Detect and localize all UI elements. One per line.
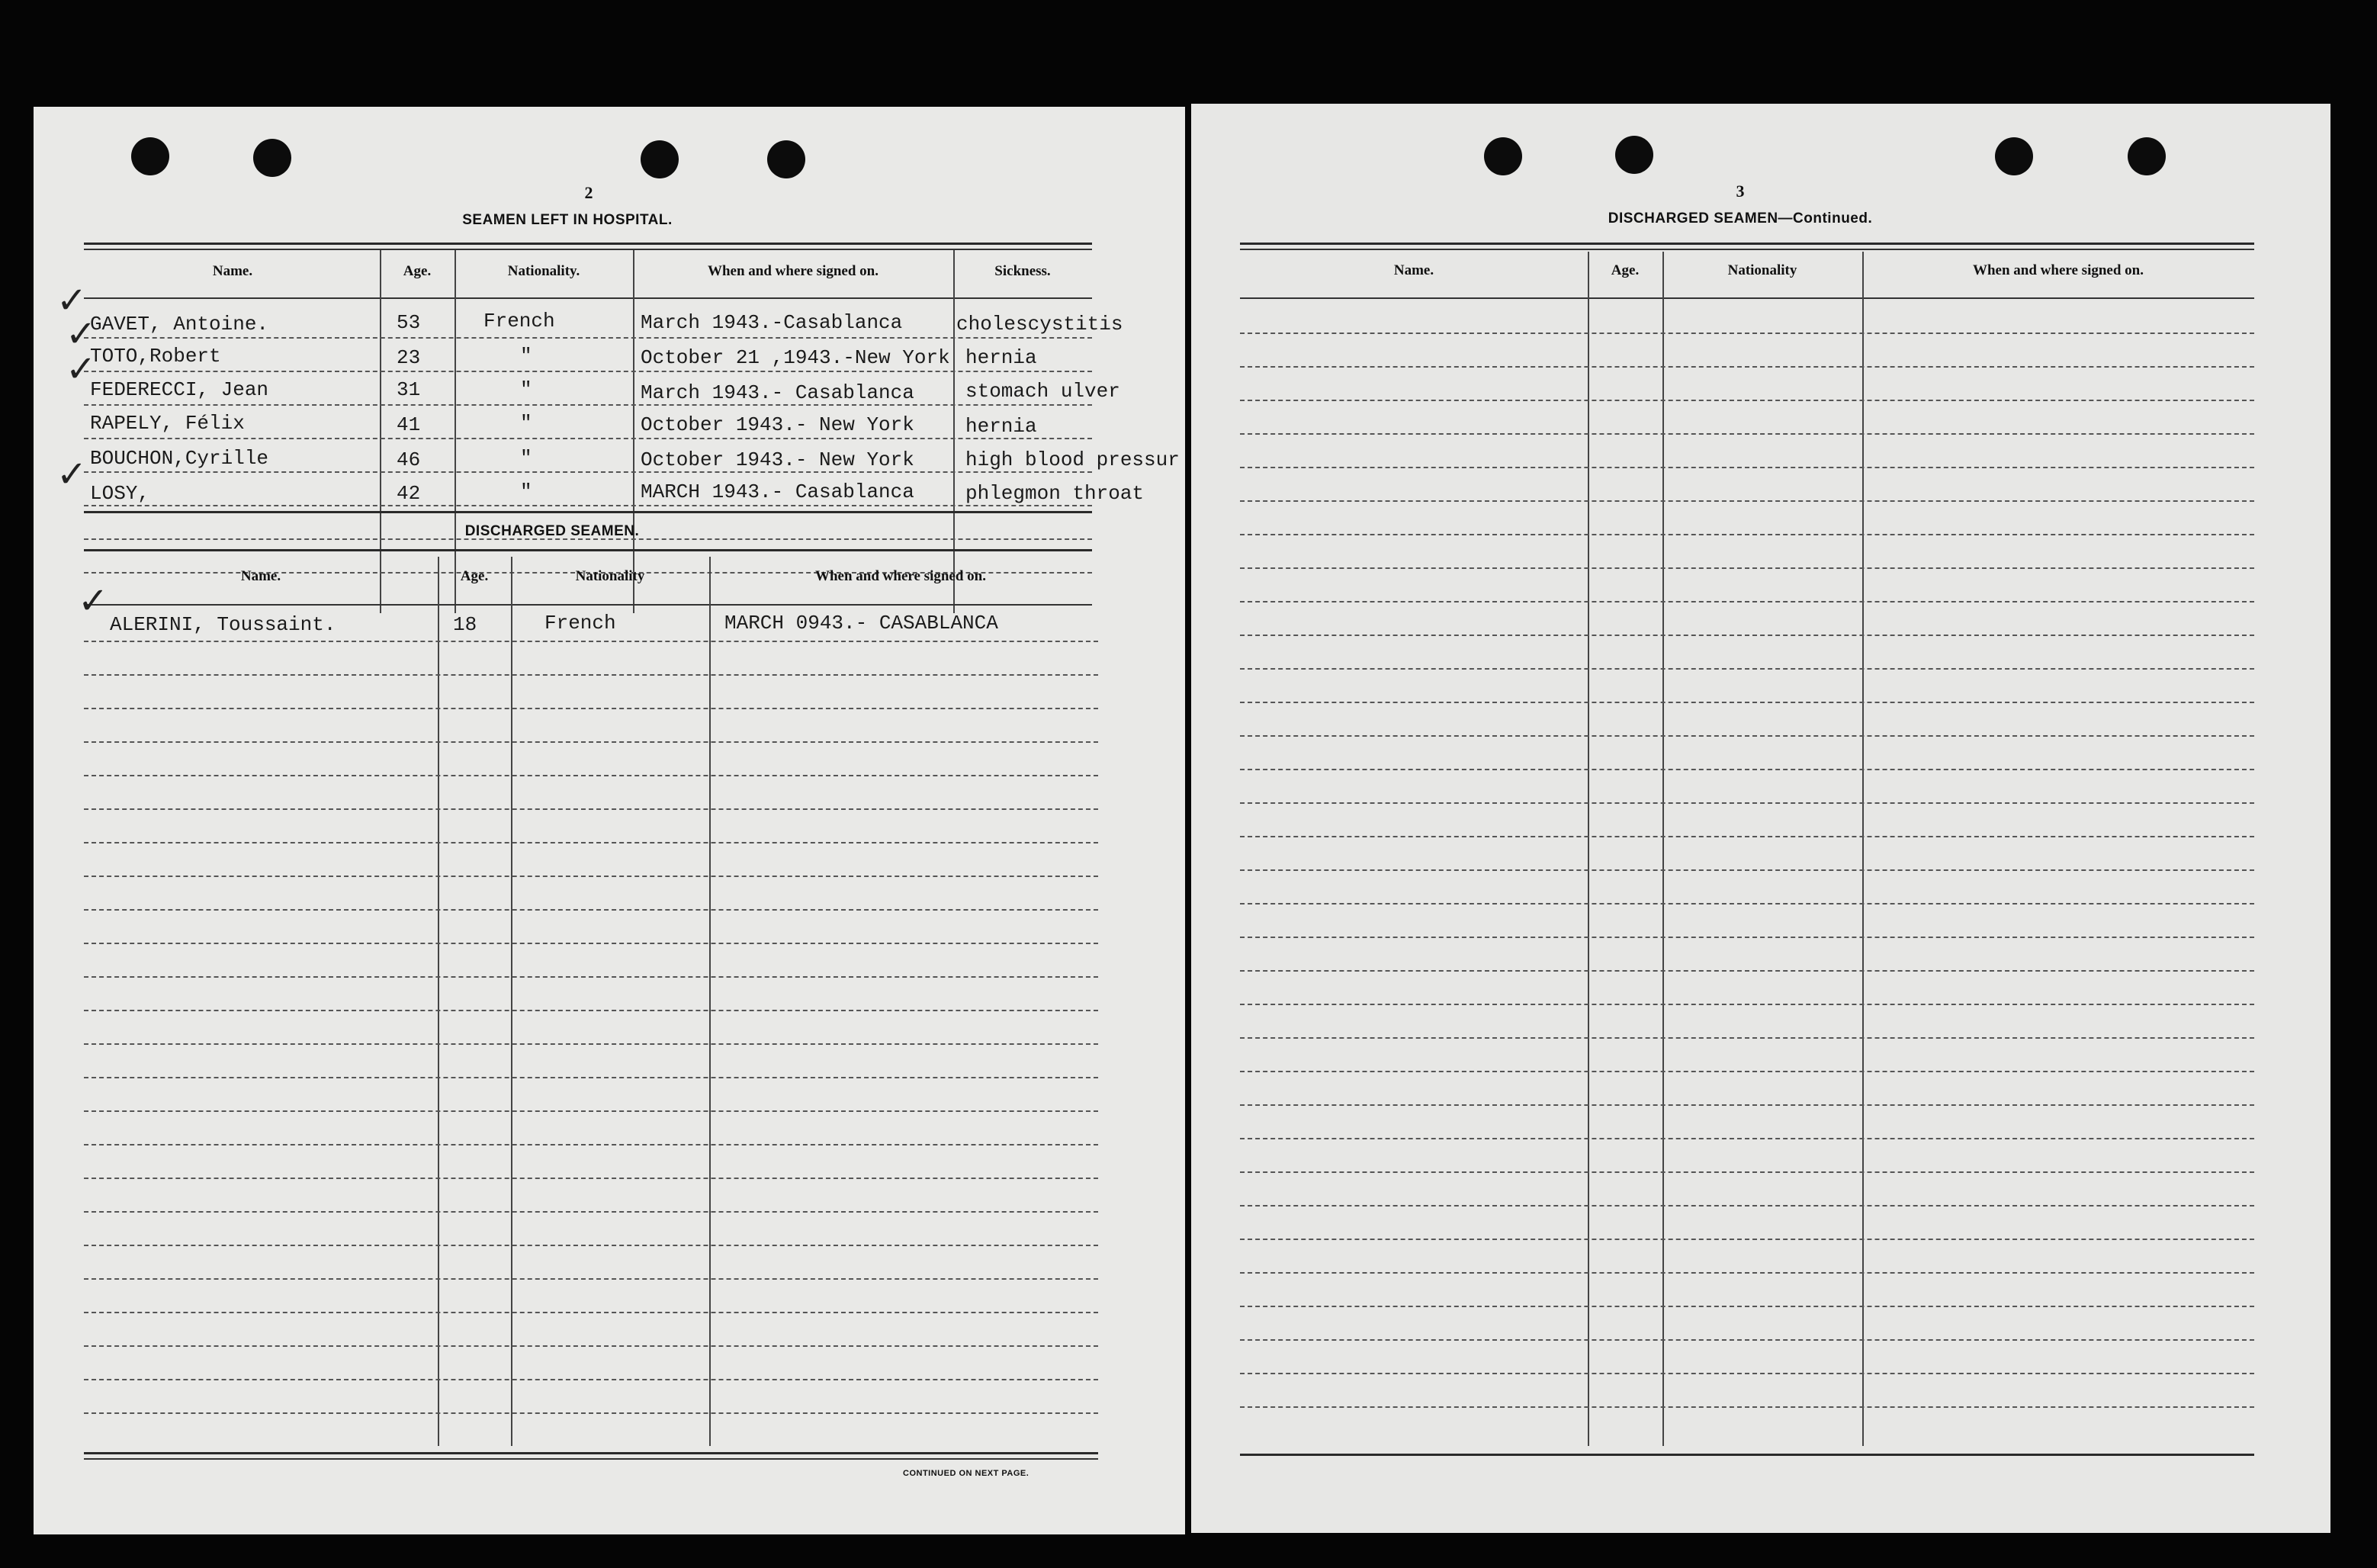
- hospital-age: 41: [397, 413, 421, 436]
- discharged-continued-title: DISCHARGED SEAMEN—Continued.: [1608, 210, 1873, 227]
- row-line: [1240, 735, 2254, 737]
- right-top-rule: [1240, 243, 2254, 245]
- row-line: [1240, 970, 2254, 972]
- row-line: [84, 404, 1092, 406]
- hospital-bottom-rule: [84, 511, 1092, 513]
- continued-note: CONTINUED ON NEXT PAGE.: [903, 1469, 1029, 1478]
- hospital-header-name: Name.: [212, 263, 253, 279]
- hospital-top-rule-thin: [84, 249, 1092, 250]
- discharged-nationality: French: [544, 612, 616, 635]
- discharged-top-rule: [84, 549, 1092, 551]
- right-page: [1191, 104, 2330, 1533]
- hospital-name: GAVET, Antoine.: [90, 313, 269, 336]
- row-line: [1240, 1171, 2254, 1173]
- row-line: [84, 641, 1098, 642]
- row-line: [1240, 1071, 2254, 1072]
- binder-hole: [2128, 137, 2166, 175]
- right-header-signed-on: When and where signed on.: [1972, 262, 2144, 278]
- right-col-divider: [1862, 252, 1864, 1446]
- row-line: [84, 1245, 1098, 1246]
- hospital-name: TOTO,Robert: [90, 345, 221, 368]
- binder-hole: [1995, 137, 2033, 175]
- row-line: [84, 1412, 1098, 1414]
- hospital-header-rule: [84, 297, 1092, 299]
- row-line: [1240, 1004, 2254, 1005]
- discharged-header-age: Age.: [460, 568, 489, 584]
- row-line: [84, 1077, 1098, 1078]
- binder-hole: [641, 140, 679, 178]
- hospital-sickness: hernia: [965, 346, 1037, 369]
- row-line: [1240, 903, 2254, 904]
- hospital-nationality: ": [520, 345, 532, 368]
- row-line: [1240, 1037, 2254, 1039]
- hospital-name: FEDERECCI, Jean: [90, 378, 269, 401]
- hospital-sickness: phlegmon throat: [965, 482, 1145, 505]
- hospital-sickness: cholescystitis: [956, 313, 1123, 336]
- hospital-signed-on: March 1943.- Casablanca: [641, 381, 914, 404]
- hospital-nationality: ": [520, 447, 532, 470]
- right-col-divider: [1588, 252, 1589, 1446]
- row-line: [1240, 802, 2254, 804]
- discharged-age: 18: [453, 613, 477, 636]
- discharged-section-title: DISCHARGED SEAMEN.: [464, 523, 640, 539]
- check-mark-icon: ✓: [66, 313, 97, 355]
- row-line: [1240, 333, 2254, 334]
- hospital-col-divider: [953, 250, 955, 613]
- row-line: [1240, 869, 2254, 871]
- row-line: [84, 674, 1098, 676]
- hospital-age: 53: [397, 311, 421, 334]
- hospital-header-sickness: Sickness.: [994, 263, 1051, 279]
- binder-hole: [131, 137, 169, 175]
- row-line: [1240, 937, 2254, 938]
- hospital-age: 42: [397, 482, 421, 505]
- row-line: [84, 876, 1098, 877]
- hospital-signed-on: March 1943.-Casablanca: [641, 311, 903, 334]
- discharged-header-name: Name.: [240, 568, 281, 584]
- row-line: [84, 471, 1092, 473]
- row-line: [84, 438, 1092, 439]
- row-line: [1240, 467, 2254, 468]
- discharged-signed-on: MARCH 0943.- CASABLANCA: [724, 612, 998, 635]
- row-line: [1240, 769, 2254, 770]
- check-mark-icon: ✓: [66, 348, 97, 390]
- row-line: [84, 1312, 1098, 1313]
- hospital-signed-on: October 1943.- New York: [641, 448, 914, 471]
- right-top-rule-thin: [1240, 249, 2254, 250]
- row-line: [1240, 1373, 2254, 1374]
- hospital-top-rule: [84, 243, 1092, 245]
- row-line: [1240, 433, 2254, 435]
- row-line: [1240, 1205, 2254, 1207]
- hospital-age: 31: [397, 378, 421, 401]
- row-line: [1240, 534, 2254, 535]
- row-line: [84, 976, 1098, 978]
- check-mark-icon: ✓: [56, 453, 88, 496]
- right-col-divider: [1662, 252, 1664, 1446]
- row-line: [84, 337, 1092, 339]
- row-line: [84, 1211, 1098, 1213]
- hospital-name: RAPELY, Félix: [90, 412, 245, 435]
- hospital-sickness: stomach ulver: [965, 380, 1120, 403]
- binder-hole: [1615, 136, 1653, 174]
- row-line: [84, 943, 1098, 944]
- hospital-nationality: ": [520, 480, 532, 503]
- right-header-nationality: Nationality: [1727, 262, 1797, 278]
- row-line: [1240, 400, 2254, 401]
- row-line: [84, 842, 1098, 843]
- row-line: [84, 1345, 1098, 1347]
- hospital-signed-on: October 1943.- New York: [641, 413, 914, 436]
- row-line: [84, 1110, 1098, 1112]
- row-line: [1240, 1104, 2254, 1106]
- binder-hole: [253, 139, 291, 177]
- hospital-col-divider: [380, 250, 381, 613]
- hospital-age: 23: [397, 346, 421, 369]
- page-number: 3: [1736, 182, 1745, 201]
- row-line: [1240, 702, 2254, 703]
- row-line: [84, 1278, 1098, 1280]
- hospital-sickness: high blood pressur: [965, 448, 1180, 471]
- binder-hole: [767, 140, 805, 178]
- check-mark-icon: ✓: [56, 279, 88, 322]
- discharged-header-nationality: Nationality: [575, 568, 645, 584]
- row-line: [84, 741, 1098, 743]
- row-line: [84, 909, 1098, 911]
- row-line: [1240, 1306, 2254, 1307]
- hospital-nationality: ": [520, 378, 532, 401]
- row-line: [1240, 1138, 2254, 1139]
- row-line: [1240, 635, 2254, 636]
- hospital-col-divider: [633, 250, 634, 613]
- row-line: [84, 775, 1098, 776]
- row-line: [84, 808, 1098, 810]
- row-line: [1240, 836, 2254, 837]
- hospital-header-nationality: Nationality.: [507, 263, 580, 279]
- row-line: [1240, 500, 2254, 502]
- row-line: [1240, 366, 2254, 368]
- discharged-bottom-rule: [84, 1452, 1098, 1454]
- row-line: [84, 708, 1098, 709]
- row-line: [1240, 1339, 2254, 1341]
- discharged-name: ALERINI, Toussaint.: [110, 613, 336, 636]
- row-line: [84, 1178, 1098, 1179]
- hospital-header-signed-on: When and where signed on.: [707, 263, 879, 279]
- hospital-col-divider: [455, 250, 456, 613]
- discharged-bottom-rule-thin: [84, 1458, 1098, 1460]
- row-line: [1240, 1272, 2254, 1274]
- discharged-header-signed-on: When and where signed on.: [814, 568, 986, 584]
- hospital-nationality: ": [520, 412, 532, 435]
- row-line: [84, 1379, 1098, 1380]
- binder-hole: [1484, 137, 1522, 175]
- page-number: 2: [584, 183, 593, 202]
- hospital-nationality: French: [483, 310, 555, 333]
- hospital-header-age: Age.: [403, 263, 432, 279]
- row-line: [84, 505, 1092, 506]
- row-line: [1240, 601, 2254, 602]
- row-line: [84, 1010, 1098, 1011]
- hospital-signed-on: MARCH 1943.- Casablanca: [641, 480, 914, 503]
- row-line: [84, 1144, 1098, 1145]
- right-header-age: Age.: [1611, 262, 1640, 278]
- row-line: [84, 371, 1092, 372]
- hospital-name: BOUCHON,Cyrille: [90, 447, 269, 470]
- hospital-section-title: SEAMEN LEFT IN HOSPITAL.: [462, 212, 673, 228]
- row-line: [84, 1043, 1098, 1045]
- right-bottom-rule: [1240, 1454, 2254, 1456]
- row-line: [1240, 668, 2254, 670]
- left-page: [34, 107, 1185, 1534]
- right-header-name: Name.: [1393, 262, 1434, 278]
- row-line: [1240, 1406, 2254, 1408]
- discharged-header-rule: [84, 604, 1092, 606]
- right-header-rule: [1240, 297, 2254, 299]
- hospital-signed-on: October 21 ,1943.-New York: [641, 346, 950, 369]
- row-line: [1240, 1239, 2254, 1240]
- row-line: [1240, 567, 2254, 569]
- check-mark-icon: ✓: [78, 580, 109, 622]
- hospital-age: 46: [397, 448, 421, 471]
- hospital-sickness: hernia: [965, 415, 1037, 438]
- hospital-name: LOSY,: [90, 482, 150, 505]
